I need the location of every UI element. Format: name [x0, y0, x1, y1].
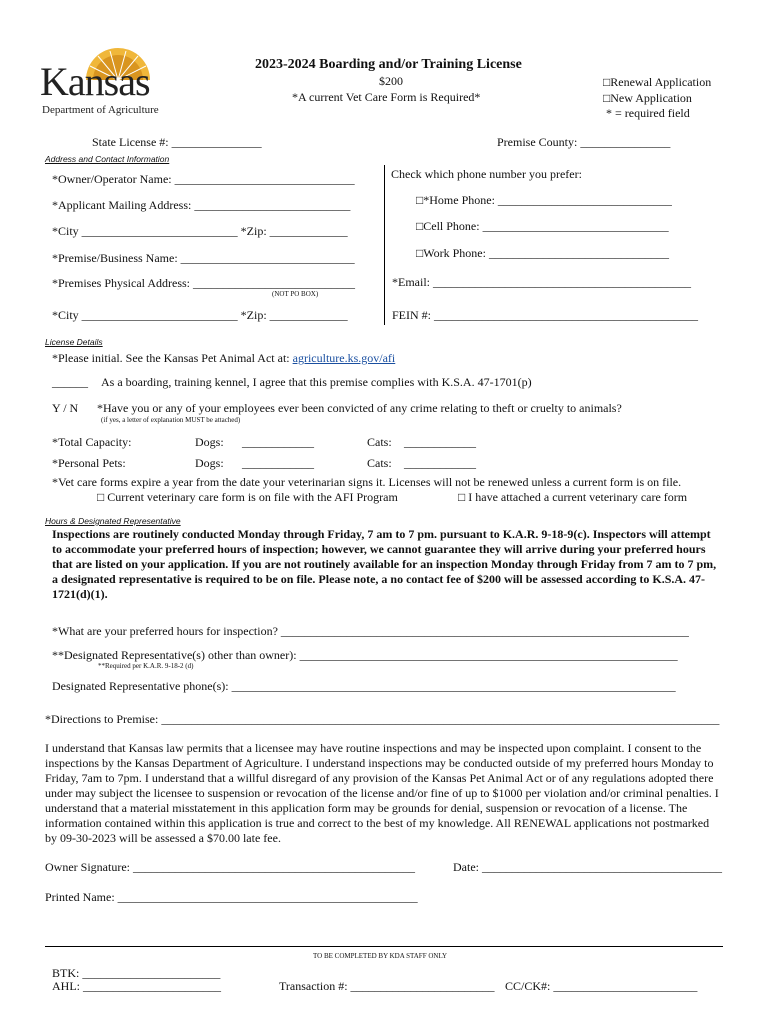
- consent-statement: I understand that Kansas law permits that a licensee may have routine inspections and may be inspected upon complaint. I consent to the inspections by the Kansas Department of Agriculture. I understand inspections may be conducted outside of my preferred hours Monday to Friday, 7am to 7pm. I understand that a willful disregard of any provision of the Kansas Pet Animal Act or of any regulations adopted there under may subject the licensee to suspension or revocation of the license and/or fine of up to $1000 per violation and/or criminal penalties. I understand that a material misstatement in this application form may be grounds for denial, suspension or revocation of a license. The information contained within this application is true and correct to the best of my knowledge. All RENEWAL applications not postmarked by 09-30-2023 will be assessed a $70.00 late fee.: [45, 741, 719, 845]
- rep-phone-field[interactable]: Designated Representative phone(s): __________________________________________________________________________: [52, 679, 676, 693]
- total-capacity-label: *Total Capacity:: [52, 435, 132, 449]
- state-license-field[interactable]: State License #: _______________: [92, 135, 262, 149]
- renewal-checkbox[interactable]: □Renewal Application: [603, 75, 712, 89]
- email-field[interactable]: *Email: ___________________________________________: [392, 275, 691, 289]
- initial-note: [52, 351, 395, 366]
- license-section-heading: License Details: [45, 337, 103, 347]
- no-po-box-note: (NOT PO BOX): [272, 290, 319, 298]
- vet-care-note: *A current Vet Care Form is Required*: [292, 90, 481, 104]
- premise-city-zip-field[interactable]: *City __________________________ *Zip: _____________: [52, 308, 348, 322]
- date-field[interactable]: Date: ________________________________________: [453, 860, 722, 874]
- inspection-policy: Inspections are routinely conducted Monday through Friday, 7 am to 7 pm. pursuant to K.A.R. 9-18-9(c). Inspectors will attempt to accommodate your preferred hours of inspection; however, we cannot guarantee they will arrive during your preferred hours that are listed on your application. If you are not routinely available for an inspection Monday through Friday from 7 am to 7 pm, a designated representative is required to be on file. Please note, a no contact fee of $200 will be assessed according to K.S.A. 47-1721(d)(1).: [52, 527, 717, 601]
- vet-expire-note: *Vet care forms expire a year from the date your veterinarian signs it. Licenses will not be renewed unless a current form is on file.: [52, 475, 682, 489]
- pets-dogs-field[interactable]: ____________: [242, 456, 314, 470]
- new-application-checkbox[interactable]: □New Application: [603, 91, 692, 105]
- premise-county-field[interactable]: Premise County: _______________: [497, 135, 671, 149]
- ccck-field[interactable]: CC/CK#: ________________________: [505, 979, 698, 993]
- logo-department: Department of Agriculture: [42, 104, 159, 116]
- capacity-dogs-label: Dogs:: [195, 435, 224, 449]
- work-phone-field[interactable]: □Work Phone: ______________________________: [416, 246, 669, 260]
- directions-field[interactable]: *Directions to Premise: _____________________________________________________________________________________________: [45, 712, 720, 726]
- required-field-note: * = required field: [606, 106, 690, 120]
- preferred-hours-field[interactable]: *What are your preferred hours for inspection? ____________________________________________________________________: [52, 624, 689, 638]
- initial-blank[interactable]: ______: [52, 375, 88, 389]
- personal-pets-label: *Personal Pets:: [52, 456, 126, 470]
- owner-signature-field[interactable]: Owner Signature: _______________________________________________: [45, 860, 415, 874]
- form-title: 2023-2024 Boarding and/or Training License: [255, 57, 522, 72]
- vet-on-file-checkbox[interactable]: □ Current veterinary care form is on file with the AFI Program: [97, 490, 398, 504]
- owner-name-field[interactable]: *Owner/Operator Name: ______________________________: [52, 172, 355, 186]
- license-fee: $200: [379, 74, 403, 88]
- designated-rep-field[interactable]: **Designated Representative(s) other than owner): _______________________________________________________________: [52, 648, 678, 662]
- ahl-field[interactable]: AHL: _______________________: [52, 979, 221, 993]
- fein-field[interactable]: FEIN #: ____________________________________________: [392, 308, 698, 322]
- hours-section-heading: Hours & Designated Representative: [45, 516, 181, 526]
- afi-link[interactable]: agriculture.ks.gov/afi: [292, 351, 396, 365]
- mailing-city-zip-field[interactable]: *City __________________________ *Zip: _____________: [52, 224, 348, 238]
- explanation-note: (if yes, a letter of explanation MUST be attached): [101, 416, 241, 424]
- logo-wordmark: Kansas: [40, 59, 150, 104]
- capacity-cats-field[interactable]: ____________: [404, 435, 476, 449]
- comply-statement: As a boarding, training kennel, I agree that this premise complies with K.S.A. 47-1701(p): [101, 375, 532, 389]
- pets-dogs-label: Dogs:: [195, 456, 224, 470]
- phone-preference-label: Check which phone number you prefer:: [391, 167, 582, 181]
- pets-cats-label: Cats:: [367, 456, 392, 470]
- address-divider: [384, 165, 385, 325]
- pets-cats-field[interactable]: ____________: [404, 456, 476, 470]
- printed-name-field[interactable]: Printed Name: __________________________________________________: [45, 890, 418, 904]
- mailing-address-field[interactable]: *Applicant Mailing Address: __________________________: [52, 198, 351, 212]
- capacity-cats-label: Cats:: [367, 435, 392, 449]
- staff-divider: [45, 946, 723, 947]
- premise-name-field[interactable]: *Premise/Business Name: _____________________________: [52, 251, 355, 265]
- capacity-dogs-field[interactable]: ____________: [242, 435, 314, 449]
- initial-note-text: *Please initial. See the Kansas Pet Animal Act at:: [52, 351, 293, 365]
- address-section-heading: Address and Contact Information: [45, 154, 170, 164]
- conviction-question: *Have you or any of your employees ever been convicted of any crime relating to theft or cruelty to animals?: [97, 401, 622, 415]
- cell-phone-field[interactable]: □Cell Phone: _______________________________: [416, 219, 669, 233]
- btk-field[interactable]: BTK: _______________________: [52, 966, 221, 980]
- physical-address-field[interactable]: *Premises Physical Address: ___________________________: [52, 276, 355, 290]
- home-phone-field[interactable]: □*Home Phone: _____________________________: [416, 193, 672, 207]
- transaction-field[interactable]: Transaction #: ________________________: [279, 979, 495, 993]
- vet-attached-checkbox[interactable]: □ I have attached a current veterinary care form: [458, 490, 688, 504]
- yes-no-option[interactable]: Y / N: [52, 401, 79, 415]
- staff-only-label: TO BE COMPLETED BY KDA STAFF ONLY: [313, 952, 448, 960]
- required-per-note: **Required per K.A.R. 9-18-2 (d): [98, 662, 194, 670]
- kda-logo: [38, 40, 168, 120]
